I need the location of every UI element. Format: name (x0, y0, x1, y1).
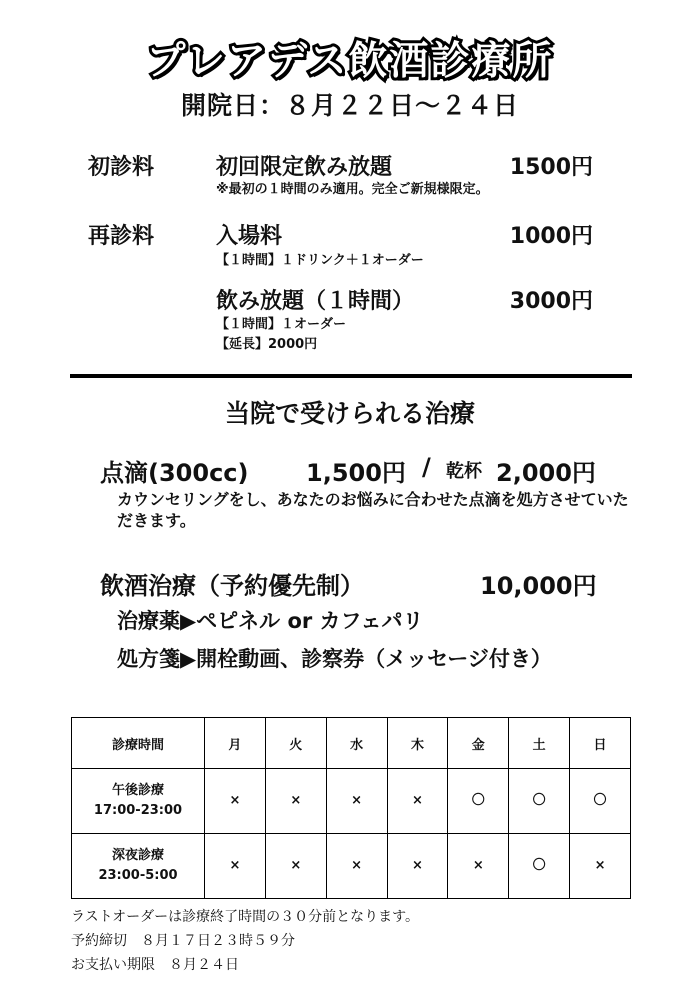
late-night-wed-mark: × (326, 834, 387, 899)
cheers-label: 乾杯 (446, 461, 482, 482)
afternoon-mon-mark: × (205, 769, 266, 834)
drip-price: 1,500円 (306, 459, 406, 487)
page-title: プレアデス飲酒診療所 (146, 39, 554, 84)
late-night-fri-mark: × (448, 834, 509, 899)
reservation-deadline: 予約締切 ８月１７日２３時５９分 (71, 933, 295, 949)
afternoon-slot-time: 17:00-23:00 (93, 803, 183, 818)
day-tue: 火 (265, 718, 326, 769)
last-order-note: ラストオーダーは診療終了時間の３０分前となります。 (71, 909, 420, 925)
schedule-header-label: 診療時間 (72, 718, 205, 769)
drip-name: 点滴(300cc) (100, 459, 249, 487)
treatments-title: 当院で受けられる治療 (224, 399, 475, 428)
late-night-sun-mark: × (570, 834, 631, 899)
medicine-line: 治療薬▶ペピネル or カフェパリ (117, 609, 424, 633)
late-night-tue-mark: × (265, 834, 326, 899)
day-sun: 日 (570, 718, 631, 769)
drinking-treatment-price: 10,000円 (480, 572, 597, 600)
first-visit-note: ※最初の１時間のみ適用。完全ご新規様限定。 (216, 182, 489, 197)
afternoon-row (72, 769, 631, 834)
cheers-price: 2,000円 (496, 459, 596, 487)
afternoon-thu-mark: × (387, 769, 448, 834)
afternoon-sun-mark: 〇 (570, 769, 631, 834)
all-you-can-drink-note: 【１時間】１オーダー (216, 317, 347, 332)
day-thu: 木 (387, 718, 448, 769)
late-night-slot (72, 834, 205, 899)
afternoon-wed-mark: × (326, 769, 387, 834)
late-night-slot-name: 深夜診療 (111, 848, 164, 863)
afternoon-tue-mark: × (265, 769, 326, 834)
extension-note: 【延長】2000円 (216, 337, 318, 352)
entry-fee-price: 1000円 (509, 224, 593, 249)
opening-dates: 開院日：８月２２日～２４日 (180, 91, 519, 120)
late-night-sat-mark: 〇 (509, 834, 570, 899)
entry-fee-name: 入場料 (216, 224, 283, 249)
section-divider (70, 374, 632, 378)
prescription-line: 処方箋▶開栓動画、診察券（メッセージ付き） (117, 647, 552, 671)
payment-deadline: お支払い期限 ８月２４日 (71, 957, 239, 973)
day-wed: 水 (326, 718, 387, 769)
afternoon-fri-mark: 〇 (448, 769, 509, 834)
day-mon: 月 (205, 718, 266, 769)
all-you-can-drink-name: 飲み放題（１時間） (216, 289, 415, 314)
afternoon-slot (72, 769, 205, 834)
day-sat: 土 (509, 718, 570, 769)
schedule-table (71, 717, 631, 899)
first-visit-name: 初回限定飲み放題 (216, 155, 393, 180)
first-visit-category: 初診料 (88, 155, 155, 180)
afternoon-slot-name: 午後診療 (111, 783, 164, 798)
afternoon-sat-mark: 〇 (509, 769, 570, 834)
late-night-row (72, 834, 631, 899)
all-you-can-drink-price: 3000円 (509, 289, 593, 314)
drip-description: カウンセリングをし、あなたのお悩みに合わせた点滴を処方させていただきます。 (117, 490, 629, 530)
late-night-thu-mark: × (387, 834, 448, 899)
price-separator: / (422, 453, 431, 481)
day-fri: 金 (448, 718, 509, 769)
first-visit-price: 1500円 (509, 155, 593, 180)
late-night-slot-time: 23:00-5:00 (98, 868, 178, 883)
schedule-header-row (72, 718, 631, 769)
entry-fee-note: 【１時間】１ドリンク＋１オーダー (216, 253, 424, 268)
late-night-mon-mark: × (205, 834, 266, 899)
repeat-visit-category: 再診料 (88, 224, 155, 249)
drinking-treatment-name: 飲酒治療（予約優先制） (100, 572, 364, 600)
